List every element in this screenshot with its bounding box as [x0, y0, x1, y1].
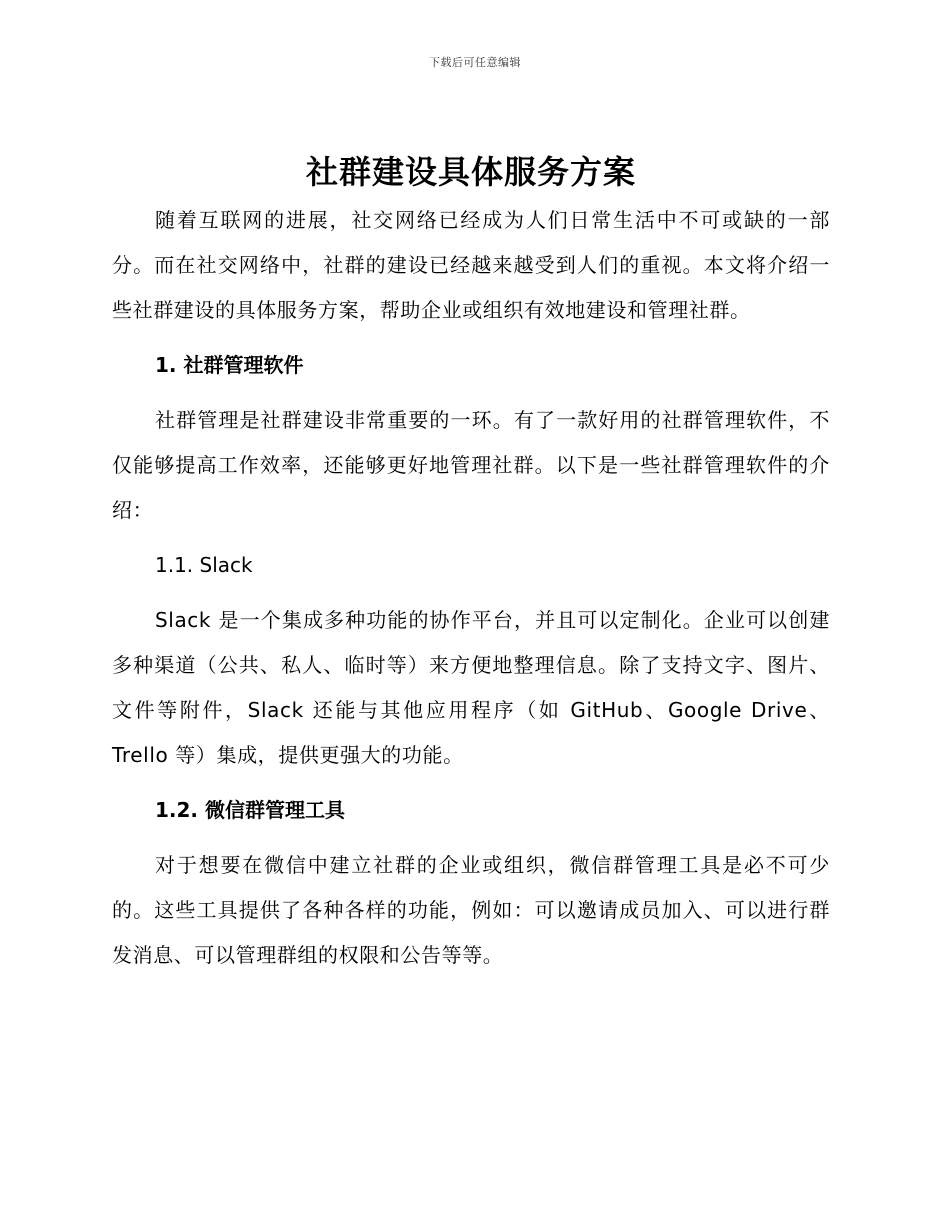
section-heading-1-2: 1.2. 微信群管理工具	[155, 798, 345, 822]
document-content	[112, 150, 830, 978]
section-body-1-2: 对于想要在微信中建立社群的企业或组织，微信群管理工具是必不可少的。这些工具提供了各种各样的功能，例如：可以邀请成员加入、可以进行群发消息、可以管理群组的权限和公告等等。	[112, 853, 830, 967]
header-note: 下载后可任意编辑	[429, 56, 521, 69]
section-heading-1-1: 1.1. Slack	[155, 553, 253, 577]
document-title: 社群建设具体服务方案	[305, 153, 636, 191]
intro-paragraph: 随着互联网的进展，社交网络已经成为人们日常生活中不可或缺的一部分。而在社交网络中，社群的建设已经越来越受到人们的重视。本文将介绍一些社群建设的具体服务方案，帮助企业或组织有效地建设和管理社群。	[112, 208, 830, 322]
section-heading-1: 1. 社群管理软件	[155, 353, 304, 377]
section-body-1-1: Slack 是一个集成多种功能的协作平台，并且可以定制化。企业可以创建多种渠道（公共、私人、临时等）来方便地整理信息。除了支持文字、图片、文件等附件，Slack 还能与其他应用程序（如 GitHub、Google Drive、Trello 等）集成，提供更强大的功能。	[112, 608, 830, 767]
section-body-1: 社群管理是社群建设非常重要的一环。有了一款好用的社群管理软件，不仅能够提高工作效率，还能够更好地管理社群。以下是一些社群管理软件的介绍：	[112, 408, 830, 522]
